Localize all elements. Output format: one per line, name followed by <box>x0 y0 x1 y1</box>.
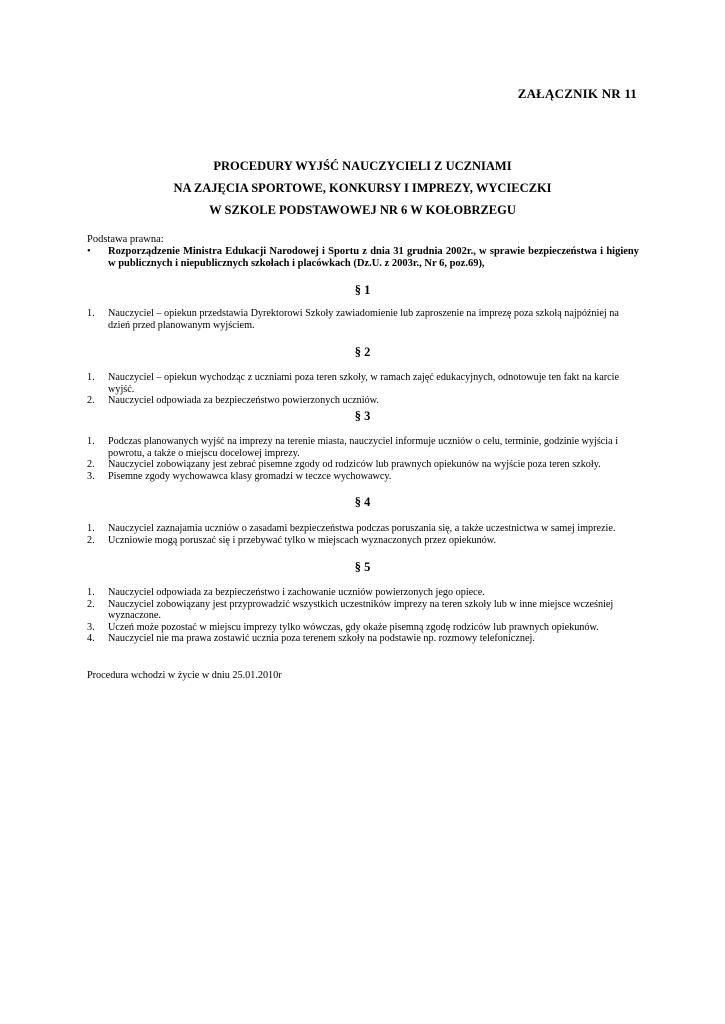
section-5-list <box>87 587 639 645</box>
item-text: Nauczyciel – opiekun wychodząc z uczniami poza teren szkoły, w ramach zajęć edukacyjnych, odnotowuje ten fakt na karcie wyjść. <box>108 372 620 395</box>
list-item <box>87 459 639 471</box>
document-title <box>0 155 725 221</box>
attachment-number: ZAŁĄCZNIK NR 11 <box>517 86 637 101</box>
section-1-mark: § 1 <box>354 283 371 297</box>
item-text: Nauczyciel – opiekun przedstawia Dyrektorowi Szkoły zawiadomienie lub zaproszenie na imprezę poza szkołą najpóźniej na dzień przed planowanym wyjściem. <box>108 308 619 331</box>
section-5-mark: § 5 <box>354 560 371 574</box>
item-number: 3. <box>87 470 95 482</box>
bullet-icon: • <box>87 246 91 257</box>
item-text: Nauczyciel zobowiązany jest przyprowadzić wszystkich uczestników imprezy na teren szkoły lub w inne miejsce wcześniej wyznaczone. <box>108 598 614 621</box>
item-number: 1. <box>87 587 95 598</box>
item-text: Podczas planowanych wyjść na imprezy na terenie miasta, nauczyciel informuje uczniów o celu, terminie, godzinie wyjścia i powrotu, a także o miejscu docelowej imprezy. <box>108 436 619 459</box>
section-2-mark: § 2 <box>354 345 371 359</box>
item-text: Pisemne zgody wychowawca klasy gromadzi w teczce wychowawcy. <box>108 470 392 482</box>
item-number: 2. <box>87 598 95 610</box>
item-text: Nauczyciel nie ma prawa zostawić ucznia poza terenem szkoły na podstawie np. rozmowy telefonicznej. <box>108 633 535 644</box>
list-item <box>87 633 639 645</box>
list-item <box>87 587 639 599</box>
list-item <box>87 471 639 483</box>
item-number: 2. <box>87 534 95 546</box>
list-item <box>87 523 639 535</box>
section-2-list <box>87 372 639 407</box>
item-text: Nauczyciel zaznajamia uczniów o zasadami bezpieczeństwa podczas poruszania się, a także uczestnictwa w samej imprezie. <box>108 523 616 534</box>
item-number: 2. <box>87 459 95 470</box>
item-text: Nauczyciel odpowiada za bezpieczeństwo i zachowanie uczniów powierzonych jego opiece. <box>108 587 485 598</box>
title-line-1: PROCEDURY WYJŚĆ NAUCZYCIELI Z UCZNIAMI <box>213 159 512 173</box>
item-number: 1. <box>87 523 95 534</box>
item-text: Nauczyciel zobowiązany jest zebrać pisemne zgody od rodziców lub prawnych opiekunów na wyjście poza teren szkoły. <box>108 459 601 470</box>
title-line-3: W SZKOLE PODSTAWOWEJ NR 6 W KOŁOBRZEGU <box>209 203 516 217</box>
legal-basis-label: Podstawa prawna: <box>87 234 164 245</box>
item-number: 3. <box>87 621 95 633</box>
section-3-list <box>87 436 639 482</box>
section-4-mark: § 4 <box>354 495 371 509</box>
item-number: 1. <box>87 308 95 319</box>
item-text: Uczeń może pozostać w miejscu imprezy tylko wówczas, gdy okaże pisemną zgodę rodziców lub prawnych opiekunów. <box>108 621 599 633</box>
item-number: 1. <box>87 436 95 447</box>
list-item <box>87 436 639 459</box>
list-item <box>87 535 639 547</box>
section-3-mark: § 3 <box>354 409 371 423</box>
section-4-list <box>87 523 639 546</box>
item-number: 2. <box>87 395 95 406</box>
item-text: Nauczyciel odpowiada za bezpieczeństwo powierzonych uczniów. <box>108 395 379 406</box>
effective-date-note: Procedura wchodzi w życie w dniu 25.01.2010r <box>87 670 282 681</box>
list-item <box>87 599 639 622</box>
list-item <box>87 622 639 634</box>
legal-basis <box>87 246 639 270</box>
item-text: Uczniowie mogą poruszać się i przebywać tylko w miejscach wyznaczonych przez opiekunów. <box>108 534 497 546</box>
legal-basis-text: Rozporządzenie Ministra Edukacji Narodowej i Sportu z dnia 31 grudnia 2002r., w sprawie bezpieczeństwa i higieny w publicznych i niepublicznych szkołach i placówkach (Dz.U. z 2003r., Nr 6, poz.69), <box>108 246 639 269</box>
list-item <box>87 308 639 331</box>
section-1-list <box>87 308 639 331</box>
item-number: 1. <box>87 372 95 383</box>
list-item <box>87 395 639 407</box>
title-line-2: NA ZAJĘCIA SPORTOWE, KONKURSY I IMPREZY, WYCIECZKI <box>173 181 552 195</box>
item-number: 4. <box>87 633 95 644</box>
list-item <box>87 372 639 395</box>
